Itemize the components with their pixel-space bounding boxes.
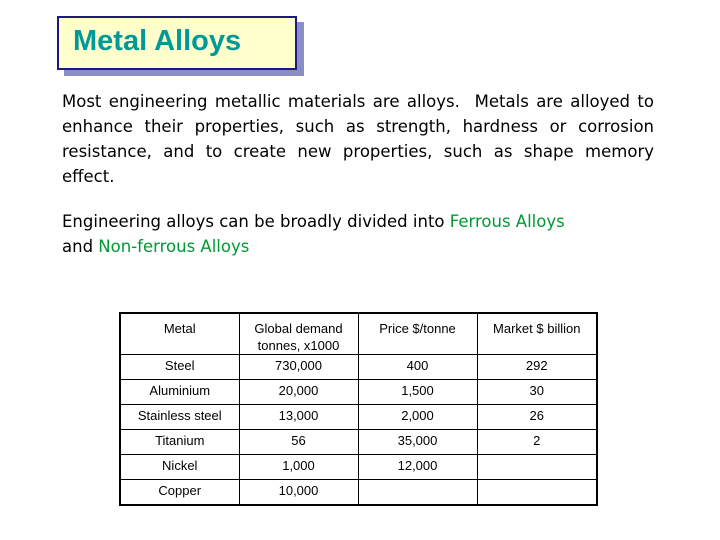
table-row — [120, 380, 597, 405]
cell-price: 35,000 — [358, 430, 477, 455]
table-row — [120, 405, 597, 430]
cell-metal: Stainless steel — [120, 405, 239, 430]
cell-price: 400 — [358, 355, 477, 380]
cell-market: 292 — [477, 355, 597, 380]
cell-price: 12,000 — [358, 455, 477, 480]
header-price: Price $/tonne — [358, 313, 477, 355]
title-box — [57, 16, 297, 70]
cell-price — [358, 480, 477, 506]
cell-metal: Steel — [120, 355, 239, 380]
cell-demand: 10,000 — [239, 480, 358, 506]
intro-paragraph: Most engineering metallic materials are alloys. Metals are alloyed to enhance their properties, such as strength, hardness or corrosion resistance, and to create new properties, such as shape memory effect. — [62, 92, 654, 186]
header-metal: Metal — [120, 313, 239, 355]
table-row — [120, 455, 597, 480]
cell-price: 2,000 — [358, 405, 477, 430]
alloy-classes-prefix: Engineering alloys can be broadly divided into — [62, 212, 450, 231]
table-row — [120, 430, 597, 455]
table-row — [120, 480, 597, 506]
table-header-row — [120, 313, 597, 355]
cell-market — [477, 455, 597, 480]
cell-market: 30 — [477, 380, 597, 405]
cell-metal: Copper — [120, 480, 239, 506]
nonferrous-alloys-term: Non-ferrous Alloys — [98, 237, 250, 256]
cell-metal: Aluminium — [120, 380, 239, 405]
cell-metal: Nickel — [120, 455, 239, 480]
metals-table — [119, 312, 598, 506]
alloy-classes-and: and — [62, 237, 99, 256]
cell-demand: 730,000 — [239, 355, 358, 380]
header-global-demand: Global demand tonnes, x1000 — [239, 313, 358, 355]
header-market: Market $ billion — [477, 313, 597, 355]
table-row — [120, 355, 597, 380]
ferrous-alloys-term: Ferrous Alloys — [449, 212, 565, 231]
cell-demand: 13,000 — [239, 405, 358, 430]
cell-market — [477, 480, 597, 506]
cell-market: 26 — [477, 405, 597, 430]
cell-demand: 1,000 — [239, 455, 358, 480]
cell-market: 2 — [477, 430, 597, 455]
alloy-classes-paragraph — [62, 209, 654, 259]
page-title: Metal Alloys — [73, 25, 242, 57]
cell-metal: Titanium — [120, 430, 239, 455]
cell-demand: 20,000 — [239, 380, 358, 405]
cell-demand: 56 — [239, 430, 358, 455]
cell-price: 1,500 — [358, 380, 477, 405]
